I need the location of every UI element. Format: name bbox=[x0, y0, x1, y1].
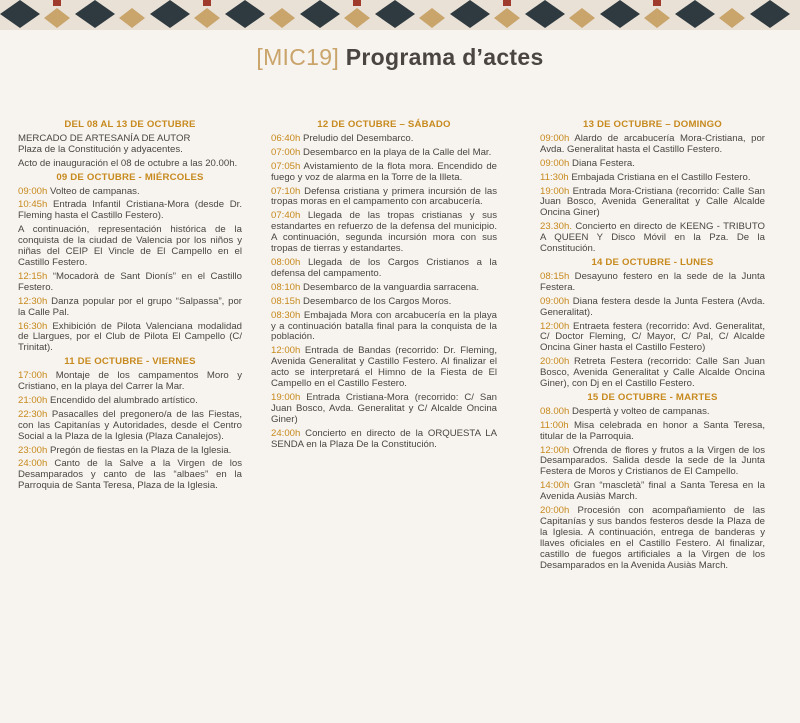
day-heading: 09 DE OCTUBRE - MIÉRCOLES bbox=[56, 171, 204, 183]
event-time: 09:00h bbox=[540, 295, 570, 307]
event-desc: Entrada Infantil Cristiana-Mora (desde Dr. Fleming hasta el Castillo Festero). bbox=[18, 199, 242, 222]
event-item bbox=[540, 222, 765, 255]
event-item bbox=[540, 322, 765, 355]
event-time: 07:40h bbox=[271, 210, 301, 222]
event-time: 09:00h bbox=[18, 185, 48, 197]
event-desc: Diana Festera. bbox=[572, 157, 635, 169]
page-title bbox=[0, 44, 800, 71]
event-time: 21:00h bbox=[18, 394, 48, 406]
event-desc: Entrada de Bandas (recorrido: Dr. Fleming, Avenida Generalitat y Castillo Festero. Al finalizar el acto se interpretará el Himno de la Fiesta de El Campello en el Castillo Festero. bbox=[271, 345, 497, 390]
title-main: Programa d’actes bbox=[345, 44, 544, 70]
event-time: 12:15h bbox=[18, 270, 48, 282]
event-desc: Alardo de arcabucería Mora-Cristiana, por Avda. Generalitat hasta el Castillo Festero. bbox=[540, 132, 766, 155]
event-time: 08.00h bbox=[540, 405, 570, 417]
event-item bbox=[540, 407, 765, 418]
event-desc: Defensa cristiana y primera incursión de las tropas moras en el campamento con arcabucería. bbox=[271, 185, 497, 208]
event-desc: Diana festera desde la Junta Festera (Avda. Generalitat). bbox=[540, 295, 765, 318]
event-desc: “Mocadorà de Sant Dionís” en el Castillo Festero. bbox=[18, 270, 242, 293]
event-item bbox=[271, 283, 497, 294]
event-time: 20:00h bbox=[540, 356, 570, 368]
event-desc: Llegada de los Cargos Cristianos a la defensa del campamento. bbox=[271, 256, 497, 279]
event-continuation: A continuación, representación histórica de la conquista de la ciudad de Valencia por los niños y niñas del CEIP El Vincle de El Campello en el Castillo Festero. bbox=[18, 224, 242, 268]
event-desc: Despertà y volteo de campanas. bbox=[572, 405, 710, 417]
event-item bbox=[540, 272, 765, 294]
event-item bbox=[18, 459, 242, 492]
event-time: 09:00h bbox=[540, 132, 570, 144]
event-time: 08:10h bbox=[271, 281, 301, 293]
event-desc: Desembarco de la vanguardia sarracena. bbox=[303, 281, 480, 293]
event-desc: Desembarco en la playa de la Calle del Mar. bbox=[303, 146, 492, 158]
event-time: 09:00h bbox=[540, 157, 570, 169]
event-desc: Procesión con acompañamiento de las Capitanías y sus bandos festeros desde la Plaza de la Iglesia. A continuación, entrega de banderas y llaves oficiales en el Castillo Festero. Al finalizar, castillo de fuegos artificiales a la Virgen de los Desamparados en la Avenida Ausiàs March. bbox=[540, 505, 765, 571]
event-desc: Volteo de campanas. bbox=[50, 185, 140, 197]
event-time: 12:30h bbox=[18, 295, 48, 307]
event-item bbox=[271, 211, 497, 255]
event-item bbox=[540, 421, 765, 443]
decorative-banner bbox=[0, 0, 800, 36]
event-item bbox=[271, 346, 497, 390]
column-3 bbox=[540, 118, 765, 575]
event-item bbox=[18, 446, 242, 457]
event-time: 24:00h bbox=[18, 458, 48, 470]
event-item bbox=[18, 200, 242, 222]
event-desc: Embajada Mora con arcabucería en la playa y a continuación batalla final para la conquista de la población. bbox=[271, 309, 497, 343]
event-desc: Desayuno festero en la sede de la Junta Festera. bbox=[540, 270, 765, 293]
event-time: 08:30h bbox=[271, 309, 301, 321]
event-time: 07:10h bbox=[271, 185, 301, 197]
event-desc: Avistamiento de la flota mora. Encendido de fuego y voz de alarma en la Torre de la Illeta. bbox=[271, 160, 498, 183]
event-desc: Pregón de fiestas en la Plaza de la Iglesia. bbox=[50, 444, 232, 456]
event-desc: Llegada de las tropas cristianas y sus estandartes en refuerzo de la defensa del municipio. A continuación, segunda incursión mora con sus tropas de tierras y estandartes. bbox=[271, 210, 498, 255]
day-heading: 11 DE OCTUBRE - VIERNES bbox=[64, 356, 196, 368]
event-time: 23:00h bbox=[18, 444, 48, 456]
event-item bbox=[540, 187, 765, 220]
event-desc: Exhibición de Pilota Valenciana modalidad de Llargues, por el Club de Pilota El Campello (C/ Trinitat). bbox=[18, 320, 242, 354]
event-item bbox=[271, 258, 497, 280]
event-item bbox=[18, 371, 242, 393]
event-item bbox=[540, 446, 765, 479]
event-item bbox=[271, 429, 497, 451]
event-time: 11:00h bbox=[540, 419, 569, 431]
event-desc: Gran “mascletà” final a Santa Teresa en la Avenida Ausiàs March. bbox=[540, 480, 766, 503]
event-item bbox=[18, 272, 242, 294]
title-code: [MIC19] bbox=[256, 44, 340, 70]
event-desc: Canto de la Salve a la Virgen de los Desamparados y canto de las “albaes” en la Parroquia de Santa Teresa, Plaza de la Iglesia. bbox=[18, 458, 243, 492]
event-desc: Danza popular por el grupo “Salpassa”, por la Calle Pal. bbox=[18, 295, 242, 318]
event-desc: Entrada Cristiana-Mora (recorrido: C/ San Juan Bosco, Avda. Generalitat y C/ Alcalde Oncina Giner) bbox=[271, 391, 497, 425]
event-desc: Ofrenda de flores y frutos a la Virgen de los Desamparados. Salida desde la sede de la Junta Festera de Moros y Cristianos de El Campello. bbox=[540, 444, 765, 478]
event-item bbox=[271, 393, 497, 426]
day-heading: DEL 08 AL 13 DE OCTUBRE bbox=[64, 119, 196, 130]
event-desc: Preludio del Desembarco. bbox=[303, 132, 414, 144]
column-2 bbox=[271, 118, 497, 453]
event-time: 14:00h bbox=[540, 480, 570, 492]
event-desc: Misa celebrada en honor a Santa Teresa, titular de la Parroquia. bbox=[540, 419, 765, 442]
market-inauguration: Acto de inauguración el 08 de octubre a las 20.00h. bbox=[18, 157, 238, 169]
event-item bbox=[540, 159, 765, 170]
event-time: 20:00h bbox=[540, 505, 570, 517]
day-heading: 14 DE OCTUBRE - LUNES bbox=[591, 256, 714, 268]
event-item bbox=[271, 162, 497, 184]
event-desc: Desembarco de los Cargos Moros. bbox=[303, 295, 452, 307]
event-item bbox=[271, 148, 497, 159]
event-time: 07:00h bbox=[271, 146, 301, 158]
event-desc: Retreta Festera (recorrido: Calle San Juan Bosco, Avenida Generalitat y Calle Alcalde Oncina Giner), con Dj en el Castillo Festero. bbox=[540, 356, 765, 390]
event-desc: Entraeta festera (recorrido: Avd. Generalitat, C/ Doctor Fleming, C/ Mayor, C/ Pal, C/ Alcalde Oncina Giner hasta el Castillo Festero) bbox=[540, 320, 765, 354]
event-desc: Montaje de los campamentos Moro y Cristiano, en la playa del Carrer la Mar. bbox=[18, 370, 242, 393]
event-time: 19:00h bbox=[271, 391, 301, 403]
event-item bbox=[271, 134, 497, 145]
event-time: 06:40h bbox=[271, 132, 301, 144]
event-time: 22:30h bbox=[18, 408, 48, 420]
event-item bbox=[18, 322, 242, 355]
event-time: 08:15h bbox=[271, 295, 301, 307]
event-time: 19:00h bbox=[540, 185, 570, 197]
event-time: 11:30h bbox=[540, 171, 569, 183]
event-item bbox=[540, 134, 765, 156]
event-desc: Encendido del alumbrado artístico. bbox=[50, 394, 198, 406]
event-item bbox=[271, 311, 497, 344]
event-item bbox=[271, 187, 497, 209]
column-1 bbox=[18, 118, 242, 495]
event-time: 08:15h bbox=[540, 270, 570, 282]
event-desc: Entrada Mora-Cristiana (recorrido: Calle San Juan Bosco, Avenida Generalitat y Calle Alcalde Oncina Giner) bbox=[540, 185, 765, 219]
event-time: 23.30h. bbox=[540, 221, 573, 233]
event-time: 17:00h bbox=[18, 370, 48, 382]
event-time: 16:30h bbox=[18, 320, 48, 332]
event-time: 12:00h bbox=[271, 345, 301, 357]
event-item bbox=[540, 173, 765, 184]
event-desc: Embajada Cristiana en el Castillo Festero. bbox=[571, 171, 751, 183]
event-time: 07:05h bbox=[271, 160, 301, 172]
event-item bbox=[18, 297, 242, 319]
day-heading: 12 DE OCTUBRE – SÁBADO bbox=[317, 119, 451, 130]
event-item bbox=[540, 297, 765, 319]
market-place: Plaza de la Constitución y adyacentes. bbox=[18, 143, 183, 155]
event-item bbox=[540, 481, 765, 503]
event-item bbox=[540, 506, 765, 571]
event-desc: Concierto en directo de la ORQUESTA LA SENDA en la Plaza De la Constitución. bbox=[271, 427, 497, 450]
event-desc: Pasacalles del pregonero/a de las Fiestas, con las Capitanías y Autoridades, desde el Centro Social a la Plaza de la Iglesia (Plaza Canalejos). bbox=[18, 408, 242, 442]
day-heading: 13 DE OCTUBRE – DOMINGO bbox=[583, 119, 722, 130]
day-heading: 15 DE OCTUBRE - MARTES bbox=[587, 391, 718, 403]
event-item bbox=[540, 357, 765, 390]
event-time: 10:45h bbox=[18, 199, 48, 211]
geometric-pattern-icon bbox=[0, 0, 800, 36]
event-item bbox=[271, 297, 497, 308]
market-title: MERCADO DE ARTESANÍA DE AUTOR bbox=[18, 132, 191, 144]
event-time: 12:00h bbox=[540, 320, 570, 332]
event-item bbox=[18, 410, 242, 443]
event-desc: Concierto en directo de KEENG - TRIBUTO A QUEEN Y Disco Móvil en la Pza. De la Constitución. bbox=[540, 221, 765, 255]
event-time: 12:00h bbox=[540, 444, 570, 456]
event-item bbox=[18, 187, 242, 198]
event-time: 08:00h bbox=[271, 256, 301, 268]
event-time: 24:00h bbox=[271, 427, 301, 439]
event-item bbox=[18, 396, 242, 407]
